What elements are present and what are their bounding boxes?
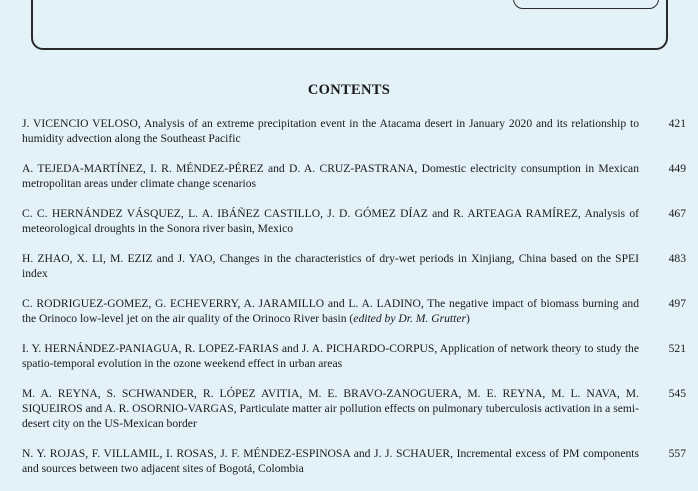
- toc-entry[interactable]: [22, 386, 686, 431]
- toc-entry-page: 497: [668, 297, 686, 310]
- toc-entry-citation: J. VICENCIO VELOSO, Analysis of an extreme precipitation event in the Atacama desert in January 2020 and its relationship to humidity advection along the Southeast Pacific: [22, 117, 639, 145]
- toc-entry-editor-note: edited by Dr. M. Grutter: [353, 312, 466, 325]
- toc-entry-text: [22, 116, 639, 146]
- toc-entry[interactable]: [22, 251, 686, 281]
- toc-entry-citation: H. ZHAO, X. LI, M. EZIZ and J. YAO, Changes in the characteristics of dry-wet periods in Xinjiang, China based on the SPEI index: [22, 252, 639, 280]
- toc-entry[interactable]: [22, 446, 686, 476]
- header-date: [525, 0, 626, 1]
- toc-entry-page: 557: [668, 447, 686, 460]
- journal-header-box: [31, 0, 668, 50]
- header-date-box: [513, 0, 659, 9]
- toc-entry-page: 521: [668, 342, 686, 355]
- toc-entry-citation: M. A. REYNA, S. SCHWANDER, R. LÓPEZ AVITIA, M. E. BRAVO-ZANOGUERA, M. E. REYNA, M. L. NAVA, M. SIQUEIROS and A. R. OSORNIO-VARGAS, Particulate matter air pollution effects on pulmonary tuberculosis activation in a semi-desert city on the US-Mexican border: [22, 387, 639, 430]
- toc-entry[interactable]: [22, 161, 686, 191]
- toc-entry-text: [22, 386, 639, 431]
- table-of-contents: [22, 116, 686, 491]
- toc-entry-citation: I. Y. HERNÁNDEZ-PANIAGUA, R. LOPEZ-FARIAS and J. A. PICHARDO-CORPUS, Application of network theory to study the spatio-temporal evolution in the ozone weekend effect in urban areas: [22, 342, 639, 370]
- toc-entry[interactable]: [22, 296, 686, 326]
- toc-entry-page: 467: [668, 207, 686, 220]
- toc-entry-page: 421: [668, 117, 686, 130]
- toc-entry-text: [22, 161, 639, 191]
- toc-entry[interactable]: [22, 341, 686, 371]
- toc-entry-citation: N. Y. ROJAS, F. VILLAMIL, I. ROSAS, J. F. MÉNDEZ-ESPINOSA and J. J. SCHAUER, Incremental excess of PM components and sources between two adjacent sites of Bogotá, Colombia: [22, 447, 639, 475]
- toc-entry-text: [22, 341, 639, 371]
- toc-entry-citation: C. RODRIGUEZ-GOMEZ, G. ECHEVERRY, A. JARAMILLO and L. A. LADINO, The negative impact of biomass burning and the Orinoco low-level jet on the air quality of the Orinoco River basin (: [22, 297, 639, 325]
- toc-entry-page: 545: [668, 387, 686, 400]
- toc-entry-text: [22, 446, 639, 476]
- toc-entry-text: [22, 251, 639, 281]
- contents-title: CONTENTS: [307, 82, 391, 98]
- toc-entry-page: 449: [668, 162, 686, 175]
- toc-entry[interactable]: [22, 206, 686, 236]
- toc-entry-citation: A. TEJEDA-MARTÍNEZ, I. R. MÉNDEZ-PÉREZ and D. A. CRUZ-PASTRANA, Domestic electricity consumption in Mexican metropolitan areas under climate change scenarios: [22, 162, 639, 190]
- toc-entry-page: 483: [668, 252, 686, 265]
- toc-entry-text: [22, 206, 639, 236]
- toc-entry-citation: C. C. HERNÁNDEZ VÁSQUEZ, L. A. IBÁÑEZ CASTILLO, J. D. GÓMEZ DÍAZ and R. ARTEAGA RAMÍREZ, Analysis of meteorological droughts in the Sonora river basin, Mexico: [22, 207, 639, 235]
- header-university: [173, 0, 470, 1]
- toc-entry-note-close: ): [466, 312, 470, 325]
- toc-entry-text: [22, 296, 639, 326]
- toc-entry[interactable]: [22, 116, 686, 146]
